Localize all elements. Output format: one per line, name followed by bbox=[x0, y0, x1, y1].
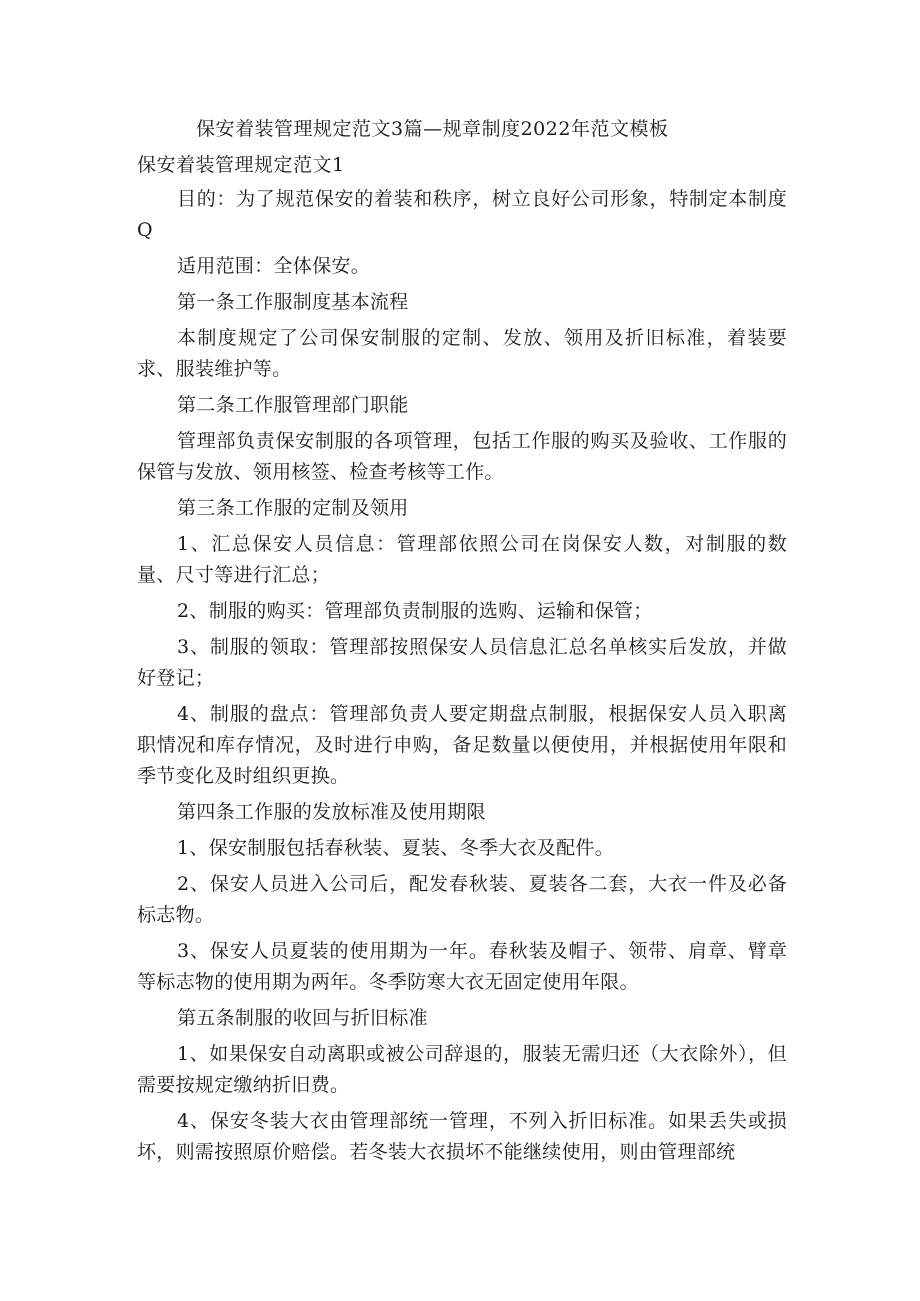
paragraph: 管理部负责保安制服的各项管理，包括工作服的购买及验收、工作服的保管与发放、领用核签、检查考核等工作。 bbox=[137, 430, 787, 483]
document-title: 保安着装管理规定范文3篇—规章制度2022年范文模板 bbox=[196, 118, 669, 140]
paragraph-scope: 适用范围：全体保安。 bbox=[177, 255, 371, 277]
list-item: 3、制服的领取：管理部按照保安人员信息汇总名单核实后发放，并做好登记； bbox=[137, 636, 787, 689]
document-body bbox=[137, 184, 787, 1173]
article-heading-4: 第四条工作服的发放标准及使用期限 bbox=[177, 801, 486, 823]
article-heading-1: 第一条工作服制度基本流程 bbox=[177, 291, 409, 313]
list-item: 2、保安人员进入公司后，配发春秋装、夏装各二套，大衣一件及必备标志物。 bbox=[137, 873, 787, 926]
article-heading-3: 第三条工作服的定制及领用 bbox=[177, 497, 409, 519]
list-item: 4、制服的盘点：管理部负责人要定期盘点制服，根据保安人员入职离职情况和库存情况，及时进行申购，备足数量以便使用，并根据使用年限和季节变化及时组织更换。 bbox=[137, 703, 787, 787]
paragraph: 本制度规定了公司保安制服的定制、发放、领用及折旧标准，着装要求、服装维护等。 bbox=[137, 327, 787, 380]
article-heading-2: 第二条工作服管理部门职能 bbox=[177, 394, 409, 416]
paragraph-purpose: 目的：为了规范保安的着装和秩序，树立良好公司形象，特制定本制度Q bbox=[137, 188, 787, 241]
article-heading-5: 第五条制服的收回与折旧标准 bbox=[177, 1007, 428, 1029]
list-item: 1、汇总保安人员信息：管理部依照公司在岗保安人数，对制服的数量、尺寸等进行汇总； bbox=[137, 533, 787, 586]
document-subtitle: 保安着装管理规定范文1 bbox=[137, 154, 345, 176]
list-item: 3、保安人员夏装的使用期为一年。春秋装及帽子、领带、肩章、臂章等标志物的使用期为两年。冬季防寒大衣无固定使用年限。 bbox=[137, 940, 787, 993]
list-item: 2、制服的购买：管理部负责制服的选购、运输和保管； bbox=[177, 600, 653, 622]
list-item: 1、保安制服包括春秋装、夏装、冬季大衣及配件。 bbox=[177, 837, 614, 859]
list-item: 4、保安冬装大衣由管理部统一管理，不列入折旧标准。如果丢失或损坏，则需按照原价赔偿。若冬装大衣损坏不能继续使用，则由管理部统 bbox=[137, 1110, 787, 1163]
list-item: 1、如果保安自动离职或被公司辞退的，服装无需归还（大衣除外），但需要按规定缴纳折旧费。 bbox=[137, 1043, 787, 1096]
